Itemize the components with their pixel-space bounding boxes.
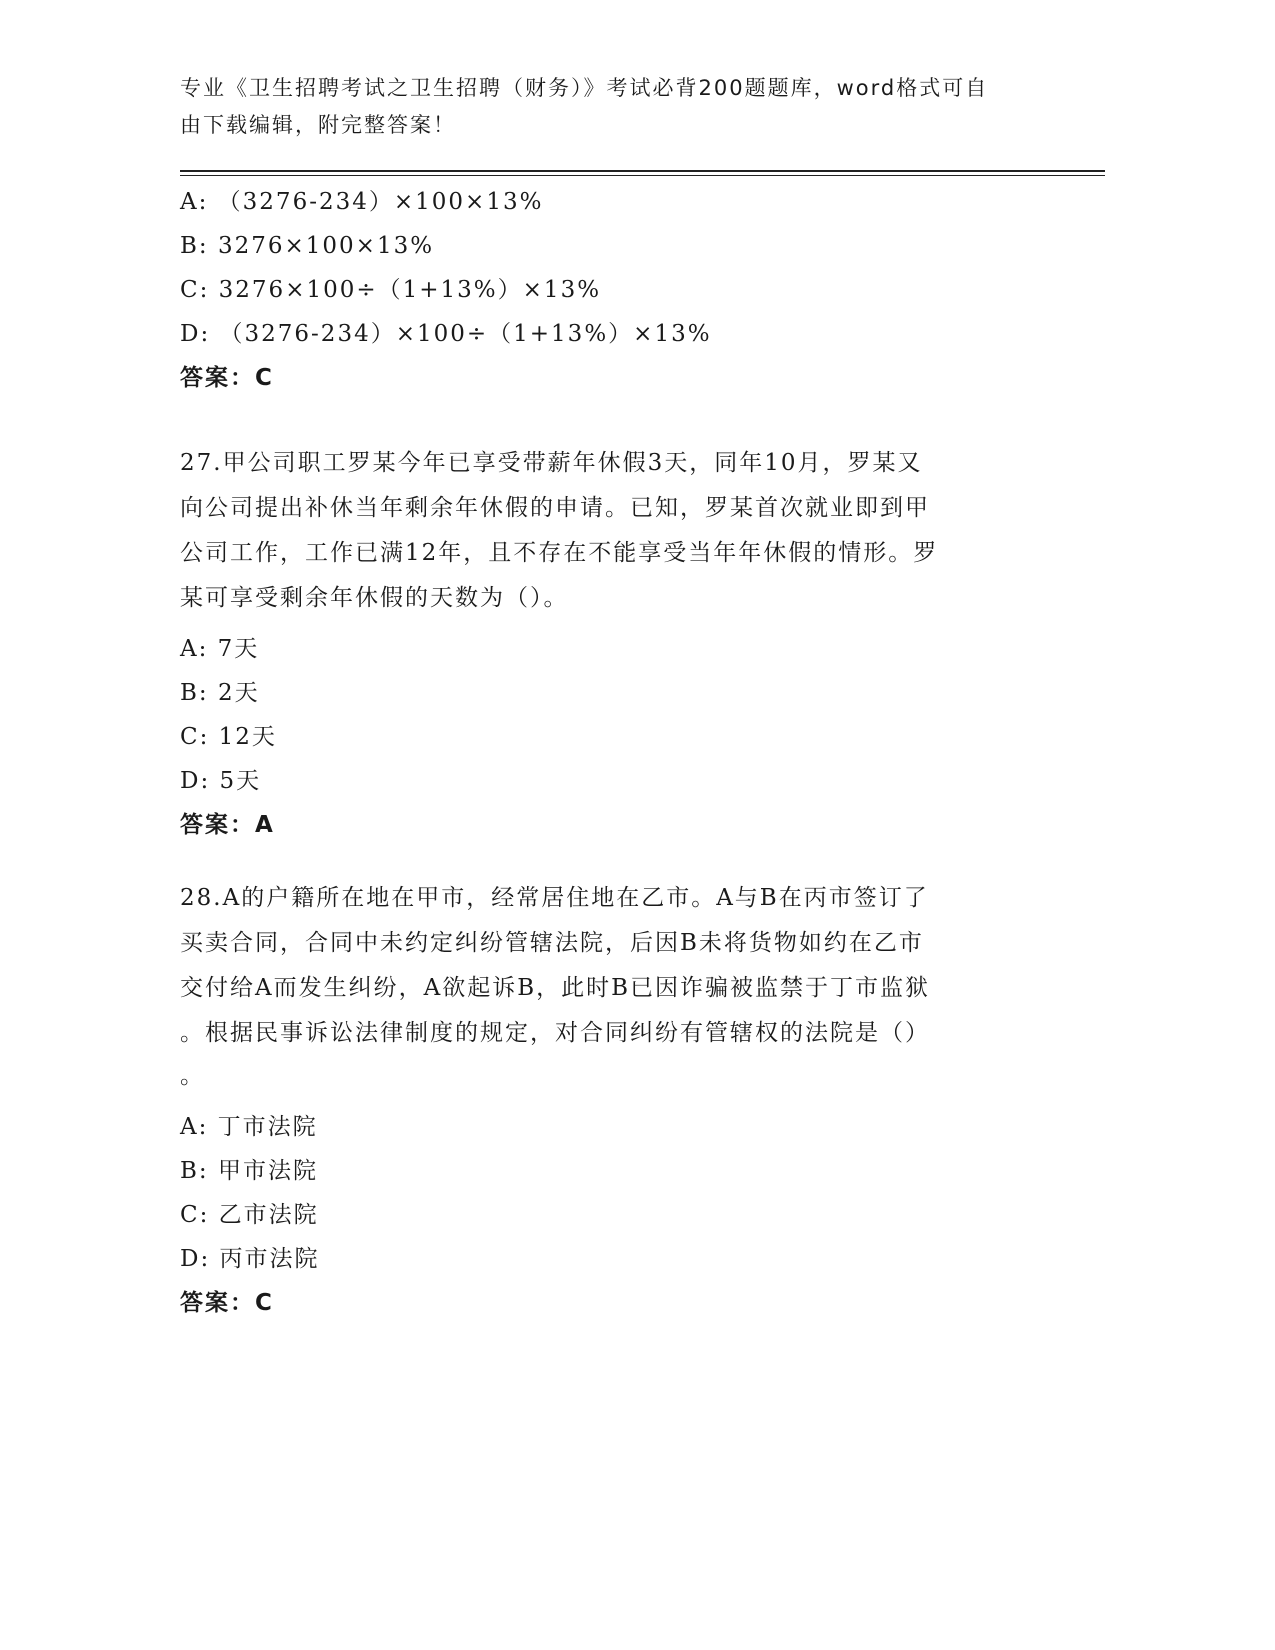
option-a: A: （3276-234）×100×13% <box>180 189 544 215</box>
option-b: B: 2天 <box>180 680 260 706</box>
question-stem <box>180 441 1040 621</box>
stem-line: 买卖合同，合同中未约定纠纷管辖法院，后因B未将货物如约在乙市 <box>180 930 924 956</box>
option-a: A: 7天 <box>180 636 260 662</box>
header-line-2: 由下载编辑，附完整答案！ <box>180 113 456 137</box>
stem-line: 28.A的户籍所在地在甲市，经常居住地在乙市。A与B在丙市签订了 <box>180 885 929 911</box>
stem-line: 27.甲公司职工罗某今年已享受带薪年休假3天，同年10月，罗某又 <box>180 450 923 476</box>
answer: 答案：C <box>180 1290 274 1316</box>
stem-line: 。 <box>180 1063 205 1089</box>
header-divider-thin <box>180 175 1105 176</box>
stem-line: 公司工作，工作已满12年，且不存在不能享受当年年休假的情形。罗 <box>180 540 939 566</box>
stem-line: 。根据民事诉讼法律制度的规定，对合同纠纷有管辖权的法院是（） <box>180 1020 930 1046</box>
question-stem <box>180 876 1040 1099</box>
option-c: C: 乙市法院 <box>180 1202 319 1228</box>
answer: 答案：C <box>180 365 274 391</box>
stem-line: 向公司提出补休当年剩余年休假的申请。已知，罗某首次就业即到甲 <box>180 495 930 521</box>
question-26 <box>180 180 1040 400</box>
option-c: C: 3276×100÷（1+13%）×13% <box>180 277 602 303</box>
header-line-1: 专业《卫生招聘考试之卫生招聘（财务）》考试必背200题题库，word格式可自 <box>180 76 989 100</box>
option-d: D: 丙市法院 <box>180 1246 320 1272</box>
answer: 答案：A <box>180 812 275 838</box>
option-c: C: 12天 <box>180 724 277 750</box>
document-header <box>180 70 1060 144</box>
option-a: A: 丁市法院 <box>180 1114 318 1140</box>
stem-line: 某可享受剩余年休假的天数为（）。 <box>180 585 569 611</box>
header-divider-thick <box>180 170 1105 172</box>
option-b: B: 3276×100×13% <box>180 233 435 259</box>
stem-line: 交付给A而发生纠纷，A欲起诉B，此时B已因诈骗被监禁于丁市监狱 <box>180 975 931 1001</box>
option-d: D: （3276-234）×100÷（1+13%）×13% <box>180 321 712 347</box>
option-b: B: 甲市法院 <box>180 1158 318 1184</box>
question-27 <box>180 441 1040 847</box>
question-28 <box>180 876 1040 1325</box>
option-d: D: 5天 <box>180 768 262 794</box>
